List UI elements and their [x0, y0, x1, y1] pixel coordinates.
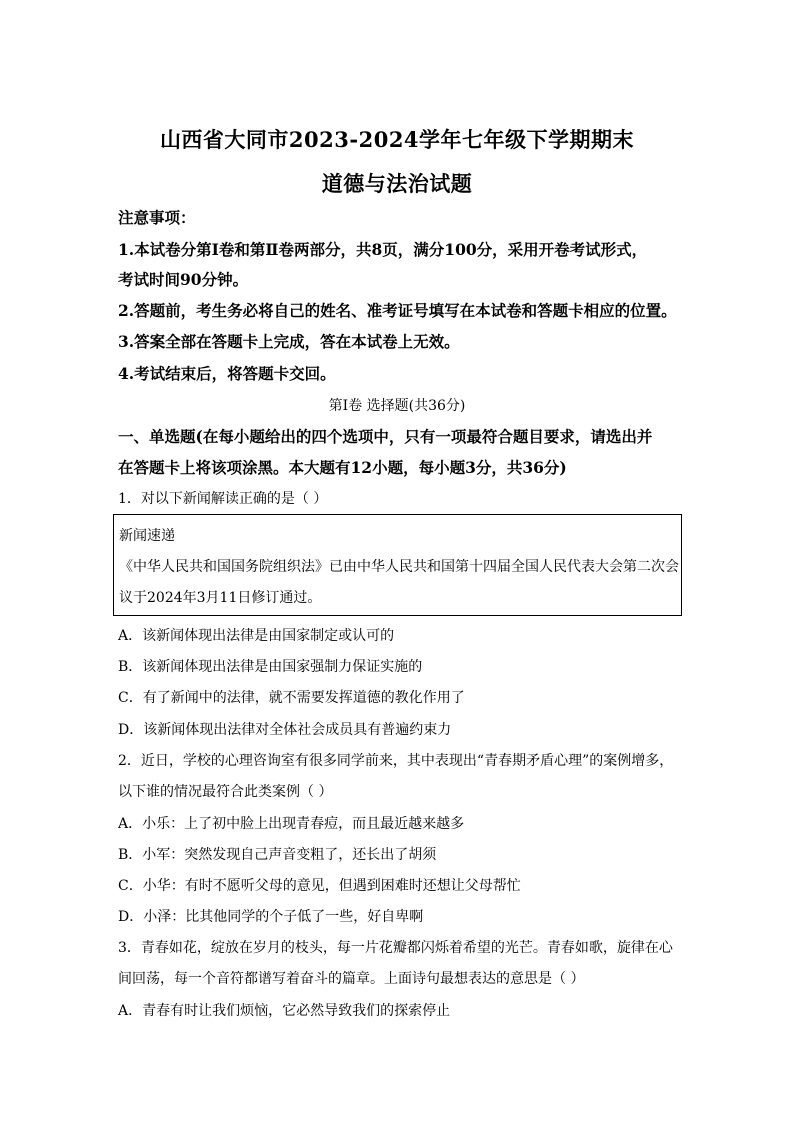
notes-heading: 注意事项： [118, 208, 196, 227]
question-2-stem-line-2: 以下谁的情况最符合此类案例（ ） [118, 784, 333, 800]
note-item-4: 4.考试结束后，将答题卡交回。 [118, 364, 336, 383]
question-2-option-d: D．小泽：比其他同学的个子低了一些，好自卑啊 [118, 909, 424, 925]
question-1-option-d: D．该新闻体现出法律对全体社会成员具有普遍约束力 [118, 722, 452, 738]
page-subtitle: 道德与法治试题 [321, 171, 473, 196]
question-2-option-b: B．小军：突然发现自己声音变粗了，还长出了胡须 [118, 847, 437, 863]
question-1-stem: 1．对以下新闻解读正确的是（ ） [118, 491, 328, 507]
question-1-option-b: B．该新闻体现出法律是由国家强制力保证实施的 [118, 659, 423, 675]
volume-title: 第Ⅰ卷 选择题(共36分) [328, 398, 466, 414]
question-1-option-a: A．该新闻体现出法律是由国家制定或认可的 [118, 628, 395, 644]
question-3-stem-line-1: 3．青春如花，绽放在岁月的枝头，每一片花瓣都闪烁着希望的光芒。青春如歌，旋律在心 [118, 940, 673, 956]
question-2-option-a: A．小乐：上了初中脸上出现青春痘，而且最近越来越多 [118, 816, 465, 832]
news-box [113, 514, 682, 616]
note-item-2: 2.答题前，考生务必将自己的姓名、准考证号填写在本试卷和答题卡相应的位置。 [118, 301, 677, 320]
news-box-title: 新闻速递 [119, 528, 175, 544]
page-title: 山西省大同市2023-2024学年七年级下学期期末 [159, 127, 635, 152]
question-1-option-c: C．有了新闻中的法律，就不需要发挥道德的教化作用了 [118, 690, 465, 706]
part-title-line-1: 一、单选题(在每小题给出的四个选项中，只有一项最符合题目要求，请选出并 [118, 427, 653, 446]
part-title-line-2: 在答题卡上将该项涂黑。本大题有12小题，每小题3分，共36分) [118, 458, 567, 477]
news-box-line-2: 议于2024年3月11日修订通过。 [119, 590, 322, 606]
news-box-line-1: 《中华人民共和国国务院组织法》已由中华人民共和国第十四届全国人民代表大会第二次会 [119, 559, 679, 575]
question-3-stem-line-2: 间回荡，每一个音符都谱写着奋斗的篇章。上面诗句最想表达的意思是（ ） [118, 971, 585, 987]
note-item-3: 3.答案全部在答题卡上完成，答在本试卷上无效。 [118, 332, 460, 351]
question-3-option-a: A．青春有时让我们烦恼，它必然导致我们的探索停止 [118, 1003, 451, 1019]
question-2-stem-line-1: 2．近日，学校的心理咨询室有很多同学前来，其中表现出“青春期矛盾心理”的案例增多， [118, 753, 674, 769]
question-2-option-c: C．小华：有时不愿听父母的意见，但遇到困难时还想让父母帮忙 [118, 878, 521, 894]
note-item-1-cont: 考试时间90分钟。 [118, 270, 249, 289]
note-item-1: 1.本试卷分第Ⅰ卷和第Ⅱ卷两部分，共8页，满分100分，采用开卷考试形式， [118, 240, 648, 259]
